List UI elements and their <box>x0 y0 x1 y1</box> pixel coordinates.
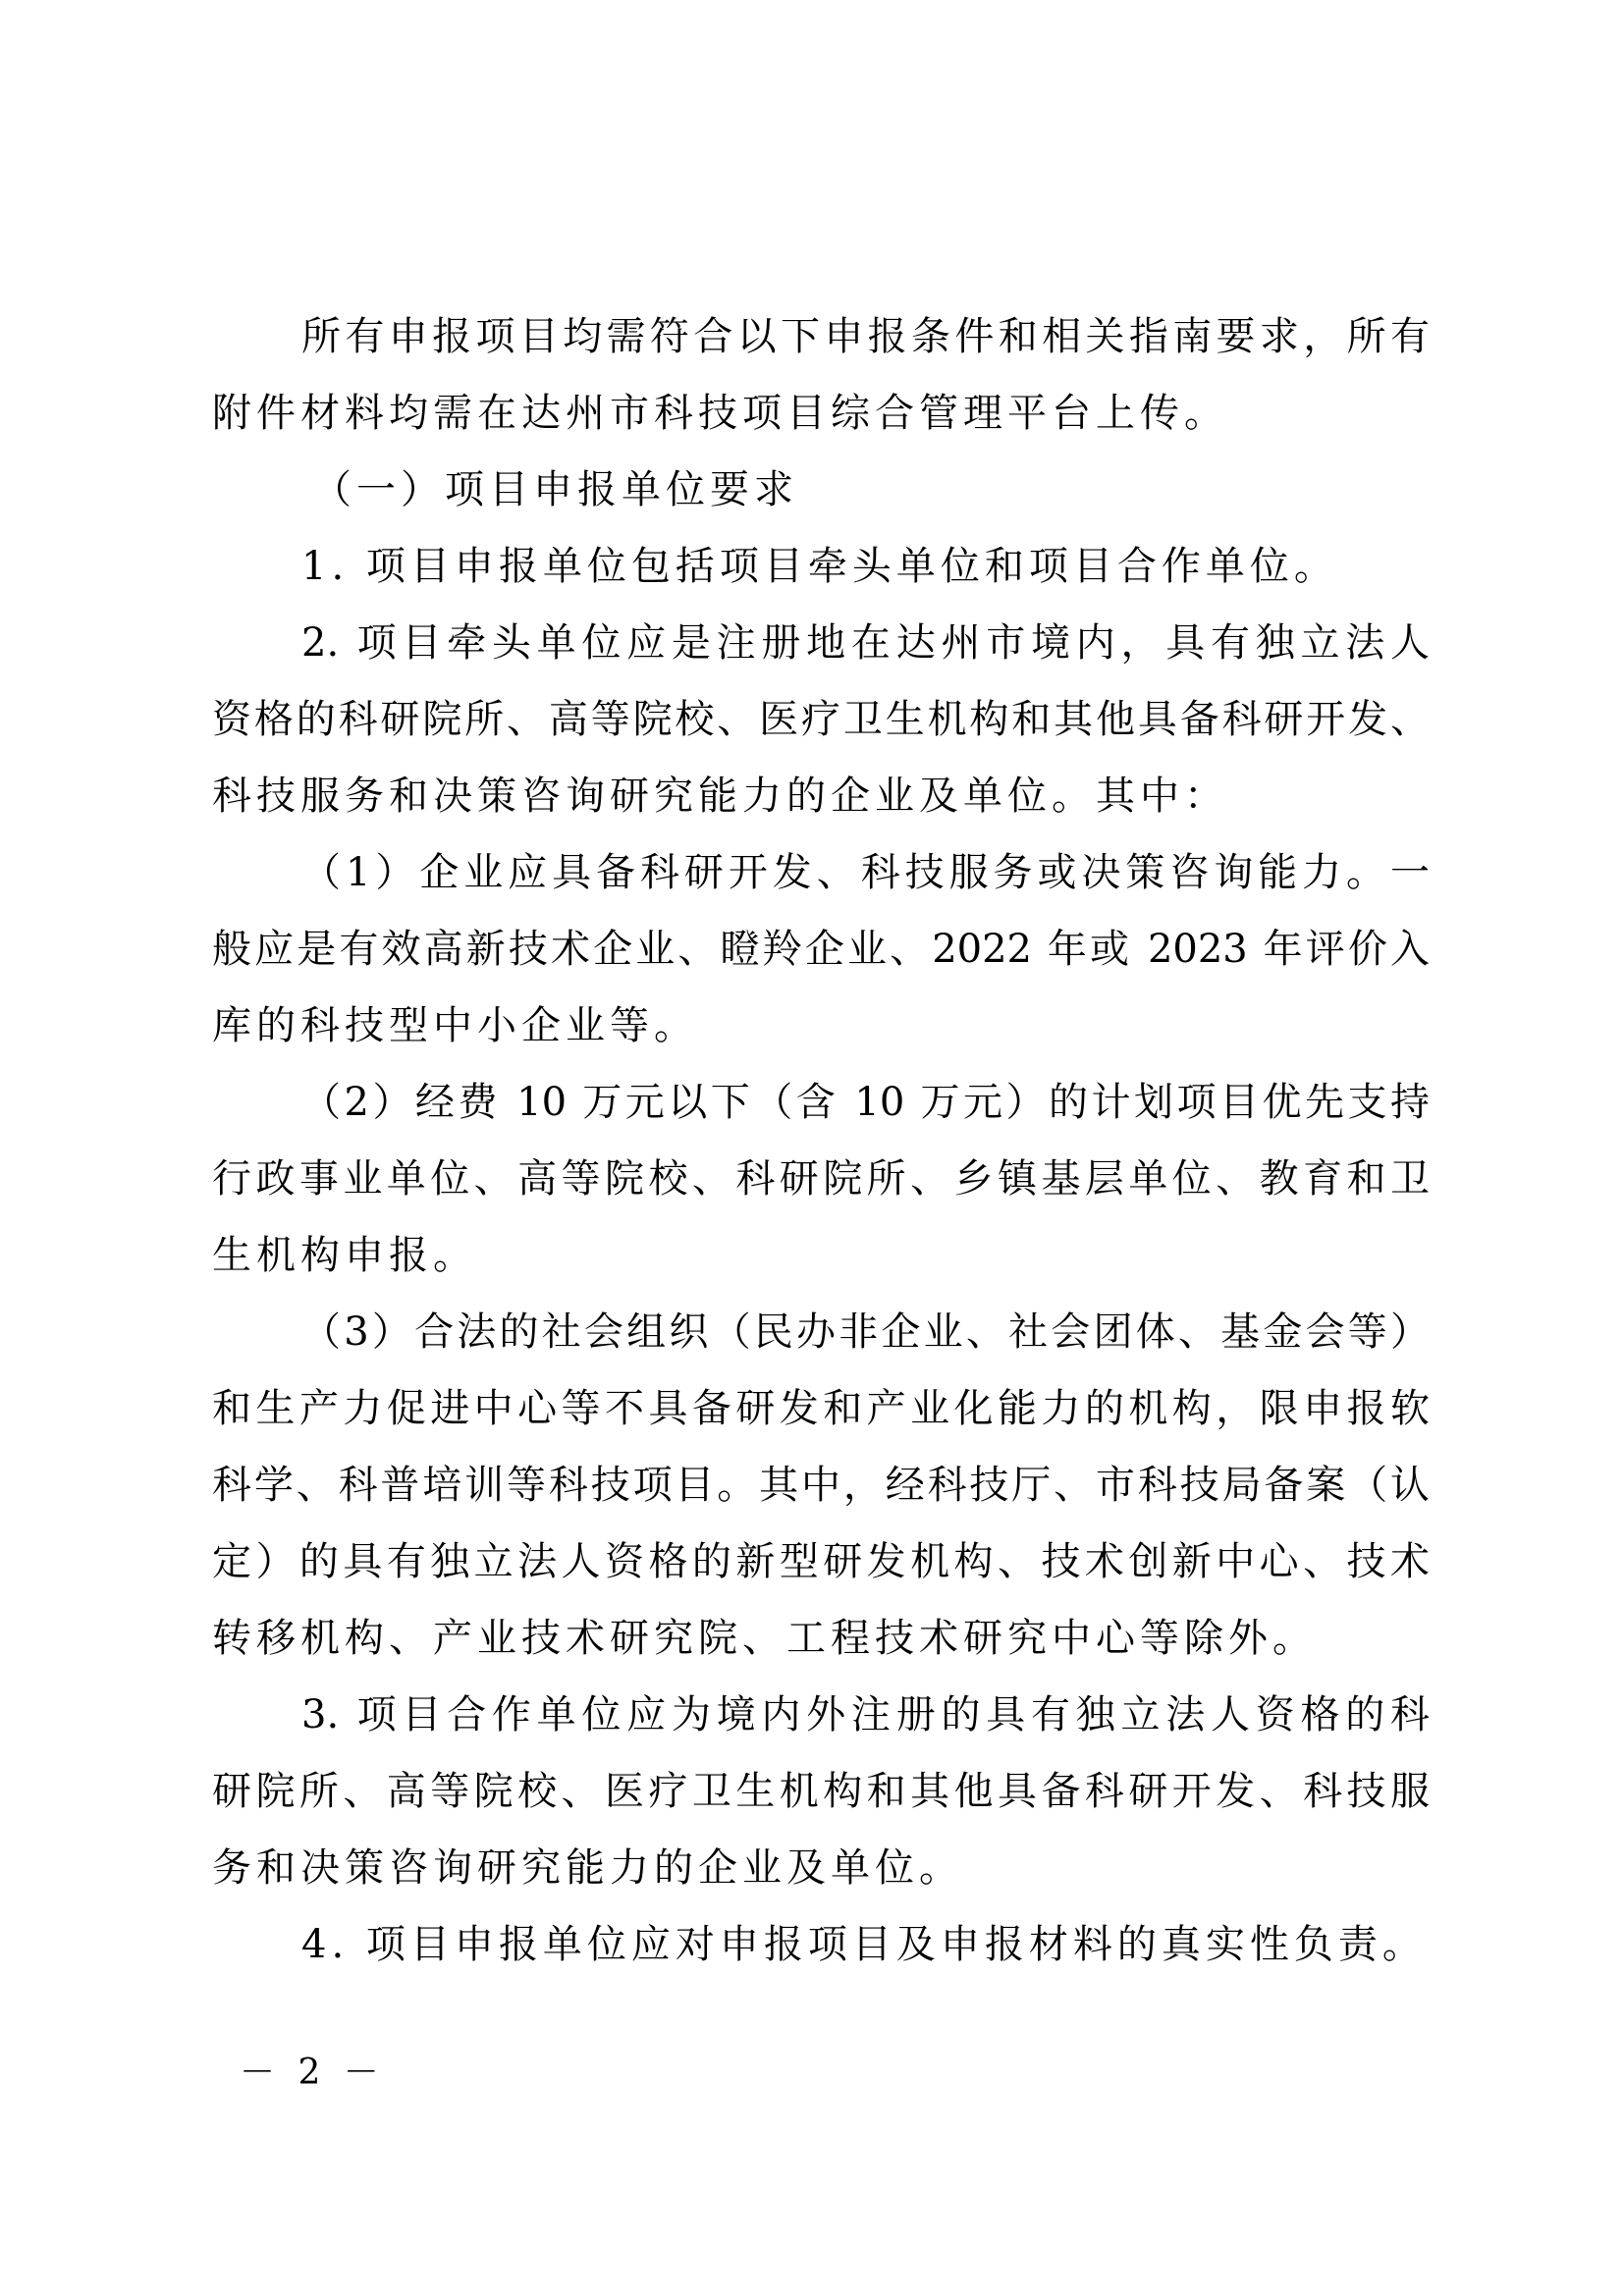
text-line: 库的科技型中小企业等。 <box>212 1003 698 1048</box>
text-line: 研院所、高等院校、医疗卫生机构和其他具备科研开发、科技服 <box>212 1769 1430 1814</box>
text-line: 般应是有效高新技术企业、瞪羚企业、2022 年或 2023 年评价入 <box>212 927 1430 972</box>
text-line: 科技服务和决策咨询研究能力的企业及单位。其中： <box>212 774 1228 819</box>
text-line: 2. 项目牵头单位应是注册地在达州市境内，具有独立法人 <box>301 620 1430 666</box>
page-number: － 2 － <box>240 2053 385 2093</box>
text-line: 1. 项目申报单位包括项目牵头单位和项目合作单位。 <box>301 544 1338 589</box>
text-line: 行政事业单位、高等院校、科研院所、乡镇基层单位、教育和卫 <box>212 1156 1430 1201</box>
text-line: （1）企业应具备科研开发、科技服务或决策咨询能力。一 <box>301 850 1430 895</box>
text-line: （2）经费 10 万元以下（含 10 万元）的计划项目优先支持 <box>301 1080 1430 1125</box>
text-line: （3）合法的社会组织（民办非企业、社会团体、基金会等） <box>301 1309 1430 1355</box>
text-line: 3. 项目合作单位应为境内外注册的具有独立法人资格的科 <box>301 1692 1430 1737</box>
text-line: 和生产力促进中心等不具备研发和产业化能力的机构，限申报软 <box>212 1386 1430 1431</box>
section-heading: （一）项目申报单位要求 <box>312 467 798 512</box>
text-line: 务和决策咨询研究能力的企业及单位。 <box>212 1845 963 1891</box>
text-line: 资格的科研院所、高等院校、医疗卫生机构和其他具备科研开发、 <box>212 697 1430 742</box>
text-line: 科学、科普培训等科技项目。其中，经科技厅、市科技局备案（认 <box>212 1463 1430 1508</box>
text-line: 4. 项目申报单位应对申报项目及申报材料的真实性负责。 <box>301 1922 1427 1967</box>
text-line: 附件材料均需在达州市科技项目综合管理平台上传。 <box>212 391 1228 436</box>
text-line: 定）的具有独立法人资格的新型研发机构、技术创新中心、技术 <box>212 1539 1430 1584</box>
text-line: 生机构申报。 <box>212 1233 477 1278</box>
text-line: 所有申报项目均需符合以下申报条件和相关指南要求，所有 <box>301 314 1430 359</box>
text-line: 转移机构、产业技术研究院、工程技术研究中心等除外。 <box>212 1616 1317 1661</box>
